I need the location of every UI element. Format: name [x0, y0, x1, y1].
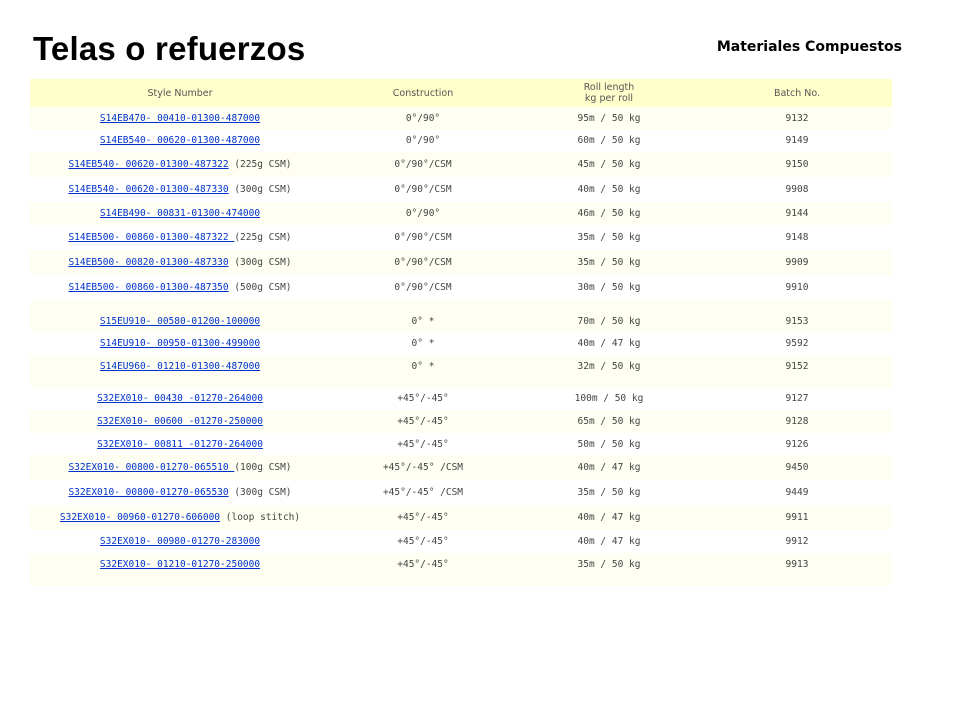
style-note: (loop stitch) [220, 512, 301, 524]
table-row [30, 480, 892, 505]
table-row [30, 410, 892, 433]
construction-cell: +45°/-45° [330, 530, 516, 553]
style-number-cell [30, 130, 330, 153]
batch-number-cell: 9153 [702, 310, 892, 333]
batch-number-cell: 9449 [702, 480, 892, 505]
table-row [30, 275, 892, 300]
table-row [30, 455, 892, 480]
style-number-cell [30, 410, 330, 433]
style-number-cell [30, 530, 330, 553]
style-number-cell [30, 107, 330, 130]
style-number-link[interactable]: S32EX010- 00960-01270-606000 [59, 512, 221, 524]
table-row [30, 530, 892, 553]
style-number-link[interactable]: S14EB490- 00831-01300-474000 [99, 207, 261, 219]
page-subtitle: Materiales Compuestos [716, 39, 902, 55]
table-row [30, 388, 892, 411]
table-body [30, 107, 892, 586]
roll-length-cell: 65m / 50 kg [516, 410, 702, 433]
roll-length-cell: 35m / 50 kg [516, 250, 702, 275]
table-row [30, 310, 892, 333]
style-number-link[interactable]: S14EB540- 00620-01300-487330 [68, 184, 229, 196]
table-spacer-row [30, 300, 892, 310]
table-row [30, 553, 892, 576]
batch-number-cell: 9127 [702, 388, 892, 411]
table-row [30, 332, 892, 355]
table-row [30, 107, 892, 130]
batch-number-cell: 9450 [702, 455, 892, 480]
style-number-cell [30, 355, 330, 378]
spacer-cell [30, 378, 892, 388]
column-header-style-number: Style Number [30, 79, 330, 107]
style-number-cell [30, 275, 330, 300]
table-row [30, 355, 892, 378]
style-number-link[interactable]: S32EX010- 01210-01270-250000 [99, 558, 261, 570]
construction-cell: 0°/90°/CSM [330, 275, 516, 300]
batch-number-cell: 9908 [702, 177, 892, 202]
roll-length-label: Roll length [583, 82, 635, 93]
roll-length-cell: 32m / 50 kg [516, 355, 702, 378]
roll-length-cell: 45m / 50 kg [516, 152, 702, 177]
roll-length-cell: 50m / 50 kg [516, 433, 702, 456]
table-spacer-row [30, 378, 892, 388]
style-number-cell [30, 225, 330, 250]
spacer-cell [30, 300, 892, 310]
style-number-link[interactable]: S14EB470- 00410-01300-487000 [99, 112, 261, 124]
style-number-link[interactable]: S15EU910- 00580-01200-100000 [99, 315, 261, 327]
roll-length-cell: 35m / 50 kg [516, 480, 702, 505]
style-number-cell [30, 250, 330, 275]
batch-number-cell: 9909 [702, 250, 892, 275]
style-number-link[interactable]: S14EB500- 00820-01300-487330 [68, 256, 229, 268]
style-note: (300g CSM) [228, 256, 292, 268]
construction-cell: 0°/90°/CSM [330, 177, 516, 202]
batch-number-cell: 9911 [702, 505, 892, 530]
style-number-link[interactable]: S32EX010- 00600 -01270-250000 [97, 415, 263, 427]
style-number-link[interactable]: S14EB540- 00620-01300-487000 [99, 135, 261, 147]
batch-number-cell: 9910 [702, 275, 892, 300]
table-row [30, 202, 892, 225]
style-number-link[interactable]: S14EB540- 00620-01300-487322 [68, 159, 229, 171]
roll-length-cell: 35m / 50 kg [516, 225, 702, 250]
style-note: (300g CSM) [228, 184, 292, 196]
roll-length-cell: 40m / 47 kg [516, 530, 702, 553]
construction-cell: 0°/90°/CSM [330, 152, 516, 177]
roll-length-cell: 35m / 50 kg [516, 553, 702, 576]
style-number-cell [30, 152, 330, 177]
construction-cell: +45°/-45° [330, 505, 516, 530]
construction-cell: 0°/90° [330, 107, 516, 130]
style-number-cell [30, 332, 330, 355]
construction-cell: +45°/-45° [330, 410, 516, 433]
batch-number-cell: 9152 [702, 355, 892, 378]
roll-length-cell: 40m / 50 kg [516, 177, 702, 202]
construction-cell: 0° * [330, 355, 516, 378]
column-header-roll-length [516, 79, 702, 107]
products-table [30, 79, 892, 586]
style-note: (100g CSM) [234, 462, 292, 474]
roll-length-cell: 40m / 47 kg [516, 455, 702, 480]
column-header-batch-no: Batch No. [702, 79, 892, 107]
table-spacer-row [30, 576, 892, 586]
table-row [30, 177, 892, 202]
batch-number-cell: 9149 [702, 130, 892, 153]
style-number-link[interactable]: S14EB500- 00860-01300-487350 [68, 281, 229, 293]
style-number-link[interactable]: S14EU960- 01210-01300-487000 [99, 360, 261, 372]
construction-cell: +45°/-45° [330, 388, 516, 411]
style-number-cell [30, 310, 330, 333]
roll-length-cell: 40m / 47 kg [516, 505, 702, 530]
table-row [30, 225, 892, 250]
style-number-link[interactable]: S32EX010- 00980-01270-283000 [99, 536, 261, 548]
roll-length-cell: 60m / 50 kg [516, 130, 702, 153]
construction-cell: 0° * [330, 310, 516, 333]
kg-per-roll-label: kg per roll [584, 93, 634, 104]
table-row [30, 152, 892, 177]
roll-length-cell: 100m / 50 kg [516, 388, 702, 411]
spacer-cell [30, 576, 892, 586]
page-title: Telas o refuerzos [33, 30, 306, 67]
construction-cell: 0°/90° [330, 130, 516, 153]
construction-cell: +45°/-45° /CSM [330, 455, 516, 480]
table-row [30, 505, 892, 530]
construction-cell: +45°/-45° /CSM [330, 480, 516, 505]
style-number-cell [30, 202, 330, 225]
roll-length-cell: 30m / 50 kg [516, 275, 702, 300]
batch-number-cell: 9128 [702, 410, 892, 433]
construction-cell: +45°/-45° [330, 553, 516, 576]
batch-number-cell: 9150 [702, 152, 892, 177]
roll-length-cell: 46m / 50 kg [516, 202, 702, 225]
style-number-link[interactable]: S14EB500- 00860-01300-487322 [68, 231, 235, 243]
style-number-cell [30, 505, 330, 530]
style-number-link[interactable]: S32EX010- 00430 -01270-264000 [97, 393, 263, 405]
roll-length-cell: 40m / 47 kg [516, 332, 702, 355]
style-number-cell [30, 455, 330, 480]
table-row [30, 130, 892, 153]
style-number-cell [30, 177, 330, 202]
style-number-cell [30, 433, 330, 456]
style-number-cell [30, 480, 330, 505]
batch-number-cell: 9913 [702, 553, 892, 576]
roll-length-cell: 70m / 50 kg [516, 310, 702, 333]
construction-cell: +45°/-45° [330, 433, 516, 456]
batch-number-cell: 9132 [702, 107, 892, 130]
roll-length-cell: 95m / 50 kg [516, 107, 702, 130]
style-number-link[interactable]: S32EX010- 00811 -01270-264000 [97, 438, 263, 450]
style-number-link[interactable]: S32EX010- 00800-01270-065510 [68, 462, 235, 474]
style-number-link[interactable]: S32EX010- 00800-01270-065530 [68, 487, 229, 499]
construction-cell: 0°/90° [330, 202, 516, 225]
construction-cell: 0°/90°/CSM [330, 225, 516, 250]
batch-number-cell: 9592 [702, 332, 892, 355]
style-note: (225g CSM) [228, 159, 292, 171]
style-note: (300g CSM) [228, 487, 292, 499]
style-note: (225g CSM) [234, 231, 292, 243]
style-number-cell [30, 388, 330, 411]
construction-cell: 0° * [330, 332, 516, 355]
table-row [30, 433, 892, 456]
batch-number-cell: 9144 [702, 202, 892, 225]
table-row [30, 250, 892, 275]
style-number-link[interactable]: S14EU910- 00950-01300-499000 [99, 338, 261, 350]
batch-number-cell: 9148 [702, 225, 892, 250]
style-note: (500g CSM) [228, 281, 292, 293]
batch-number-cell: 9126 [702, 433, 892, 456]
batch-number-cell: 9912 [702, 530, 892, 553]
column-header-construction: Construction [330, 79, 516, 107]
style-number-cell [30, 553, 330, 576]
construction-cell: 0°/90°/CSM [330, 250, 516, 275]
table-header-row [30, 79, 892, 107]
